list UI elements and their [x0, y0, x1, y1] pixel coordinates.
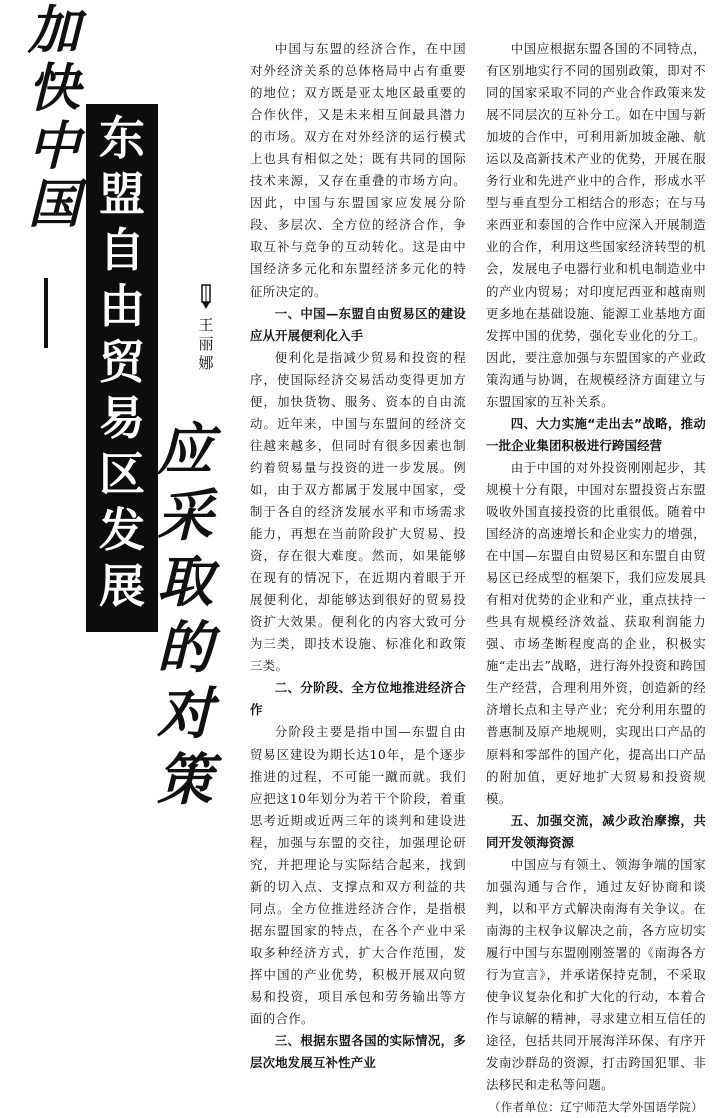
title-char: 的: [157, 616, 213, 681]
title-box: [86, 104, 158, 632]
title-box-char: 展: [99, 559, 145, 613]
title-char: 策: [157, 748, 213, 813]
paragraph: 中国应根据东盟各国的不同特点，有区别地实行不同的国别政策，即对不同的国家采取不同的产业合作政策来发展不同层次的互补分工。如在中国与新加坡的合作中，可利用新加坡金融、航运以及高新技术产业的优势，开展在服务行业和先进产业中的合作，形成水平型与垂直型分工相结合的形态；在与马来西亚和泰国的合作中应深入开展制造业的合作，利用这些国家经济转型的机会，发展电子电器行业和机电制造业中的产业内贸易；对印度尼西亚和越南则更多地在基础设施、能源工业基地方面发挥中国的优势，强化专业化的分工。因此，要注意加强与东盟国家的产业政策沟通与协调，在规模经济方面建立与东盟国家的互补关系。: [486, 41, 706, 409]
paragraph: 中国与东盟的经济合作，在中国对外经济关系的总体格局中占有重要的地位；双方既是亚太地区最重要的合作伙伴，又是未来相互间最具潜力的市场。双方在对外经济的运行模式上也具有相似之处；既有共同的国际技术来源，又存在重叠的市场方向。因此，中国与东盟国家应发展分阶段、多层次、全方位的经济合作，争取互补与竞争的互动转化。这是由中国经济多元化和东盟经济多元化的特征所决定的。: [250, 41, 466, 299]
section-heading: 四、大力实施“走出去”战略，推动一批企业集团积极进行跨国经营: [486, 415, 706, 453]
section-heading: 五、加强交流，减少政治摩擦，共同开发领海资源: [486, 812, 706, 850]
title-char: 应: [157, 418, 213, 483]
title-dash: [44, 278, 48, 348]
title-box-char: 发: [99, 503, 145, 557]
author-char: 娜: [198, 354, 214, 372]
title-char: 快: [27, 59, 80, 119]
title-box-char: 贸: [99, 335, 145, 389]
title-char: 采: [157, 484, 213, 549]
title-char: 对: [157, 682, 213, 747]
title-box-char: 盟: [99, 167, 145, 221]
author-byline: [194, 284, 218, 373]
author-char: 王: [198, 316, 214, 334]
section-heading: 一、中国—东盟自由贸易区的建设应从开展便利化入手: [250, 305, 466, 343]
title-box-char: 由: [99, 279, 145, 333]
pen-icon: [198, 284, 214, 310]
title-box-char: 东: [99, 111, 145, 165]
article-column-1: [250, 38, 466, 1074]
title-box-char: 自: [99, 223, 145, 277]
paragraph: 分阶段主要是指中国—东盟自由贸易区建设为期长达10年，是个逐步推进的过程，不可能一蹴而就。我们应把这10年划分为若干个阶段，着重思考近期或近两三年的谈判和建设进程，加强与东盟的交往，加强理论研究，并把理论与实际结合起来，找到新的切入点、支撑点和双方利益的共同点。全方位推进经济合作，是指根据东盟国家的特点，在各个产业中采取多种经济方式，扩大合作范围，发挥中国的产业优势，积极开展双向贸易和投资，项目承包和劳务输出等方面的合作。: [250, 724, 466, 1027]
paragraph: 由于中国的对外投资刚刚起步，其规模十分有限，中国对东盟投资占东盟吸收外国直接投资的比重很低。随着中国经济的高速增长和企业实力的增强，在中国—东盟自由贸易区和东盟自由贸易区已经成型的框架下，我们应发展具有相对优势的企业和产业，重点扶持一些具有规模经济效益、获取利润能力强、市场垄断程度高的企业，积极实施“走出去”战略，进行海外投资和跨国生产经营，合理利用外资，创造新的经济增长点和主导产业；充分利用东盟的普惠制及原产地规则，实现出口产品的原料和零部件的国产化，提高出口产品的附加值，更好地扩大贸易和投资规模。: [486, 459, 706, 806]
title-char: 取: [157, 550, 213, 615]
title-char: 中: [27, 117, 80, 177]
author-affiliation: （作者单位：辽宁师范大学外国语学院）: [488, 1100, 704, 1115]
paragraph: 中国应与有领土、领海争端的国家加强沟通与合作，通过友好协商和谈判，以和平方式解决南海有关争议。在南海的主权争议解决之前，各方应切实履行中国与东盟刚刚签署的《南海各方行为宣言》，并承诺保持克制，不采取使争议复杂化和扩大化的行动，本着合作与谅解的精神，寻求建立相互信任的途径，包括共同开展海洋环保、有序开发南沙群岛的资源，打击跨国犯罪、非法移民和走私等问题。: [486, 856, 706, 1093]
title-char: 国: [27, 175, 80, 235]
title-bottom: [150, 418, 220, 814]
article-column-2: [486, 38, 706, 1118]
title-char: 加: [27, 1, 80, 61]
title-box-char: 区: [99, 447, 145, 501]
title-box-char: 易: [99, 391, 145, 445]
paragraph: 便利化是指减少贸易和投资的程序，使国际经济交易活动变得更加方便，加快货物、服务、资本的自由流动。近年来，中国与东盟间的经济交往越来越多，但同时有很多因素也制约着贸易量与投资的进一步发展。例如，由于双方都属于发展中国家，受制于各自的经济发展水平和市场需求能力，再想在当前阶段扩大贸易、投资，存在很大难度。然而，如果能够在现有的情况下，在近期内着眼于开展便利化，却能够达到很好的贸易投资扩大效果。便利化的内容大致可分为三类，即技术设施、标准化和政策三类。: [250, 349, 466, 674]
author-char: 丽: [198, 335, 214, 353]
section-heading: 二、分阶段、全方位地推进经济合作: [250, 680, 466, 718]
section-heading: 三、根据东盟各国的实际情况，多层次地发展互补性产业: [250, 1033, 466, 1071]
